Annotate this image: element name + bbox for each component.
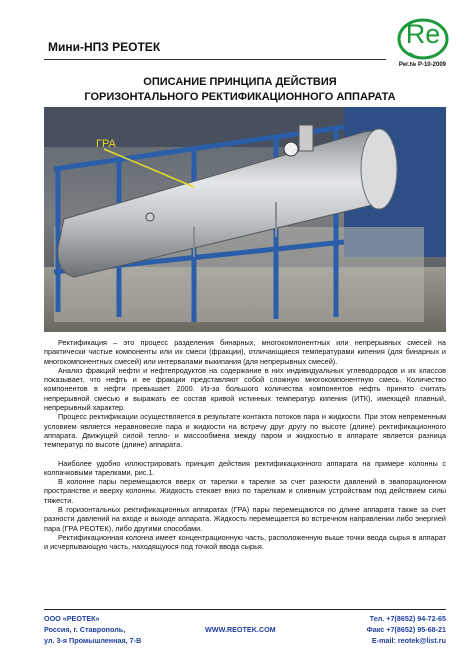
- document-title: [40, 75, 440, 105]
- paragraph-4: Наиболее удобно иллюстрировать принцип действия ректификационного аппарата на примере колонны с колпачковыми тарелками, рис.1.: [44, 458, 446, 477]
- reotek-logo: [396, 17, 450, 61]
- title-line-1: ОПИСАНИЕ ПРИНЦИПА ДЕЙСТВИЯ: [143, 76, 337, 88]
- footer-phone: Тел. +7(8652) 94-72-65: [369, 614, 446, 623]
- footer-email[interactable]: E-mail: reotek@list.ru: [371, 636, 446, 645]
- footer-address: [44, 613, 141, 646]
- paragraph-7: Ректификационная колонна имеет концентрационную часть, расположенную выше точки ввода сырья в аппарат и исчерпывающую часть, находящуюся под точкой ввода сырья.: [44, 532, 446, 552]
- header-divider: [44, 59, 386, 60]
- photo-label-gra: ГРА: [96, 138, 116, 150]
- equipment-photo: [44, 107, 446, 332]
- paragraph-5: В колонне пары перемещаются вверх от тарелки к тарелке за счет разности давлений в эвапорационном пространстве и вверху колонны. Жидкость стекает вниз по тарелкам и сливным устройствам под действием силы тяжести.: [44, 477, 446, 505]
- logo-text: Re: [405, 19, 441, 49]
- paragraph-6: В горизонтальных ректификационных аппаратах (ГРА) пары перемещаются по длине аппарата также за счет разности давлений на входе и выходе аппарата. Жидкость перемещается во встречном направлении либо энергией пара (ГРА РЕОТЕК), либо другими способами.: [44, 505, 446, 533]
- footer-fax: Факс +7(8652) 95-68-21: [366, 625, 446, 634]
- footer-website[interactable]: WWW.REOTEK.COM: [205, 625, 276, 634]
- paragraph-3: Процесс ректификации осуществляется в результате контакта потоков пара и жидкости. При этом непременным условием является неравновесие пара и жидкости на встречу друг другу по высоте (длине) ректификационного аппарата. Движущей силой тепло- и массообмена между паром и жидкостью в аппарате является разница температур по высоте (длине) аппарата.: [44, 412, 446, 450]
- document-reference: Рег.№ Р-10-2009: [398, 62, 446, 68]
- footer-contacts: [367, 613, 446, 646]
- body-text: [44, 338, 446, 552]
- footer-divider: [44, 609, 446, 610]
- title-line-2: ГОРИЗОНТАЛЬНОГО РЕКТИФИКАЦИОННОГО АППАРАТА: [84, 91, 396, 103]
- paragraph-1: Ректификация – это процесс разделения бинарных, многокомпонентных или непрерывных смесей на практически чистые компоненты или их смеси (фракции), отличающиеся температурами кипения (для бинарных и многокомпонентных смесей) или интервалами выкипания (для непрерывных смесей).: [44, 338, 446, 366]
- paragraph-2: Анализ фракций нефти и нефтепродуктов на содержание в них индивидуальных углеводородов и их классов показывает, что нефть и ее фракции представляют собой сложную многокомпонентную смесь. Количество компонентов в нефти превышает 2000. Из-за большого количества компонентов нефть принято считать непрерывной смесью и выражать ее состав кривой истинных температур кипения (ИТК), имеющей плавный, непрерывный характер.: [44, 365, 446, 413]
- footer-address-line-1: Россия, г. Ставрополь,: [44, 625, 126, 634]
- footer-address-line-2: ул. 3-я Промышленная, 7-В: [44, 636, 142, 645]
- header-title: Мини-НПЗ РЕОТЕК: [48, 40, 161, 54]
- footer-company: ООО «РЕОТЕК»: [44, 614, 100, 623]
